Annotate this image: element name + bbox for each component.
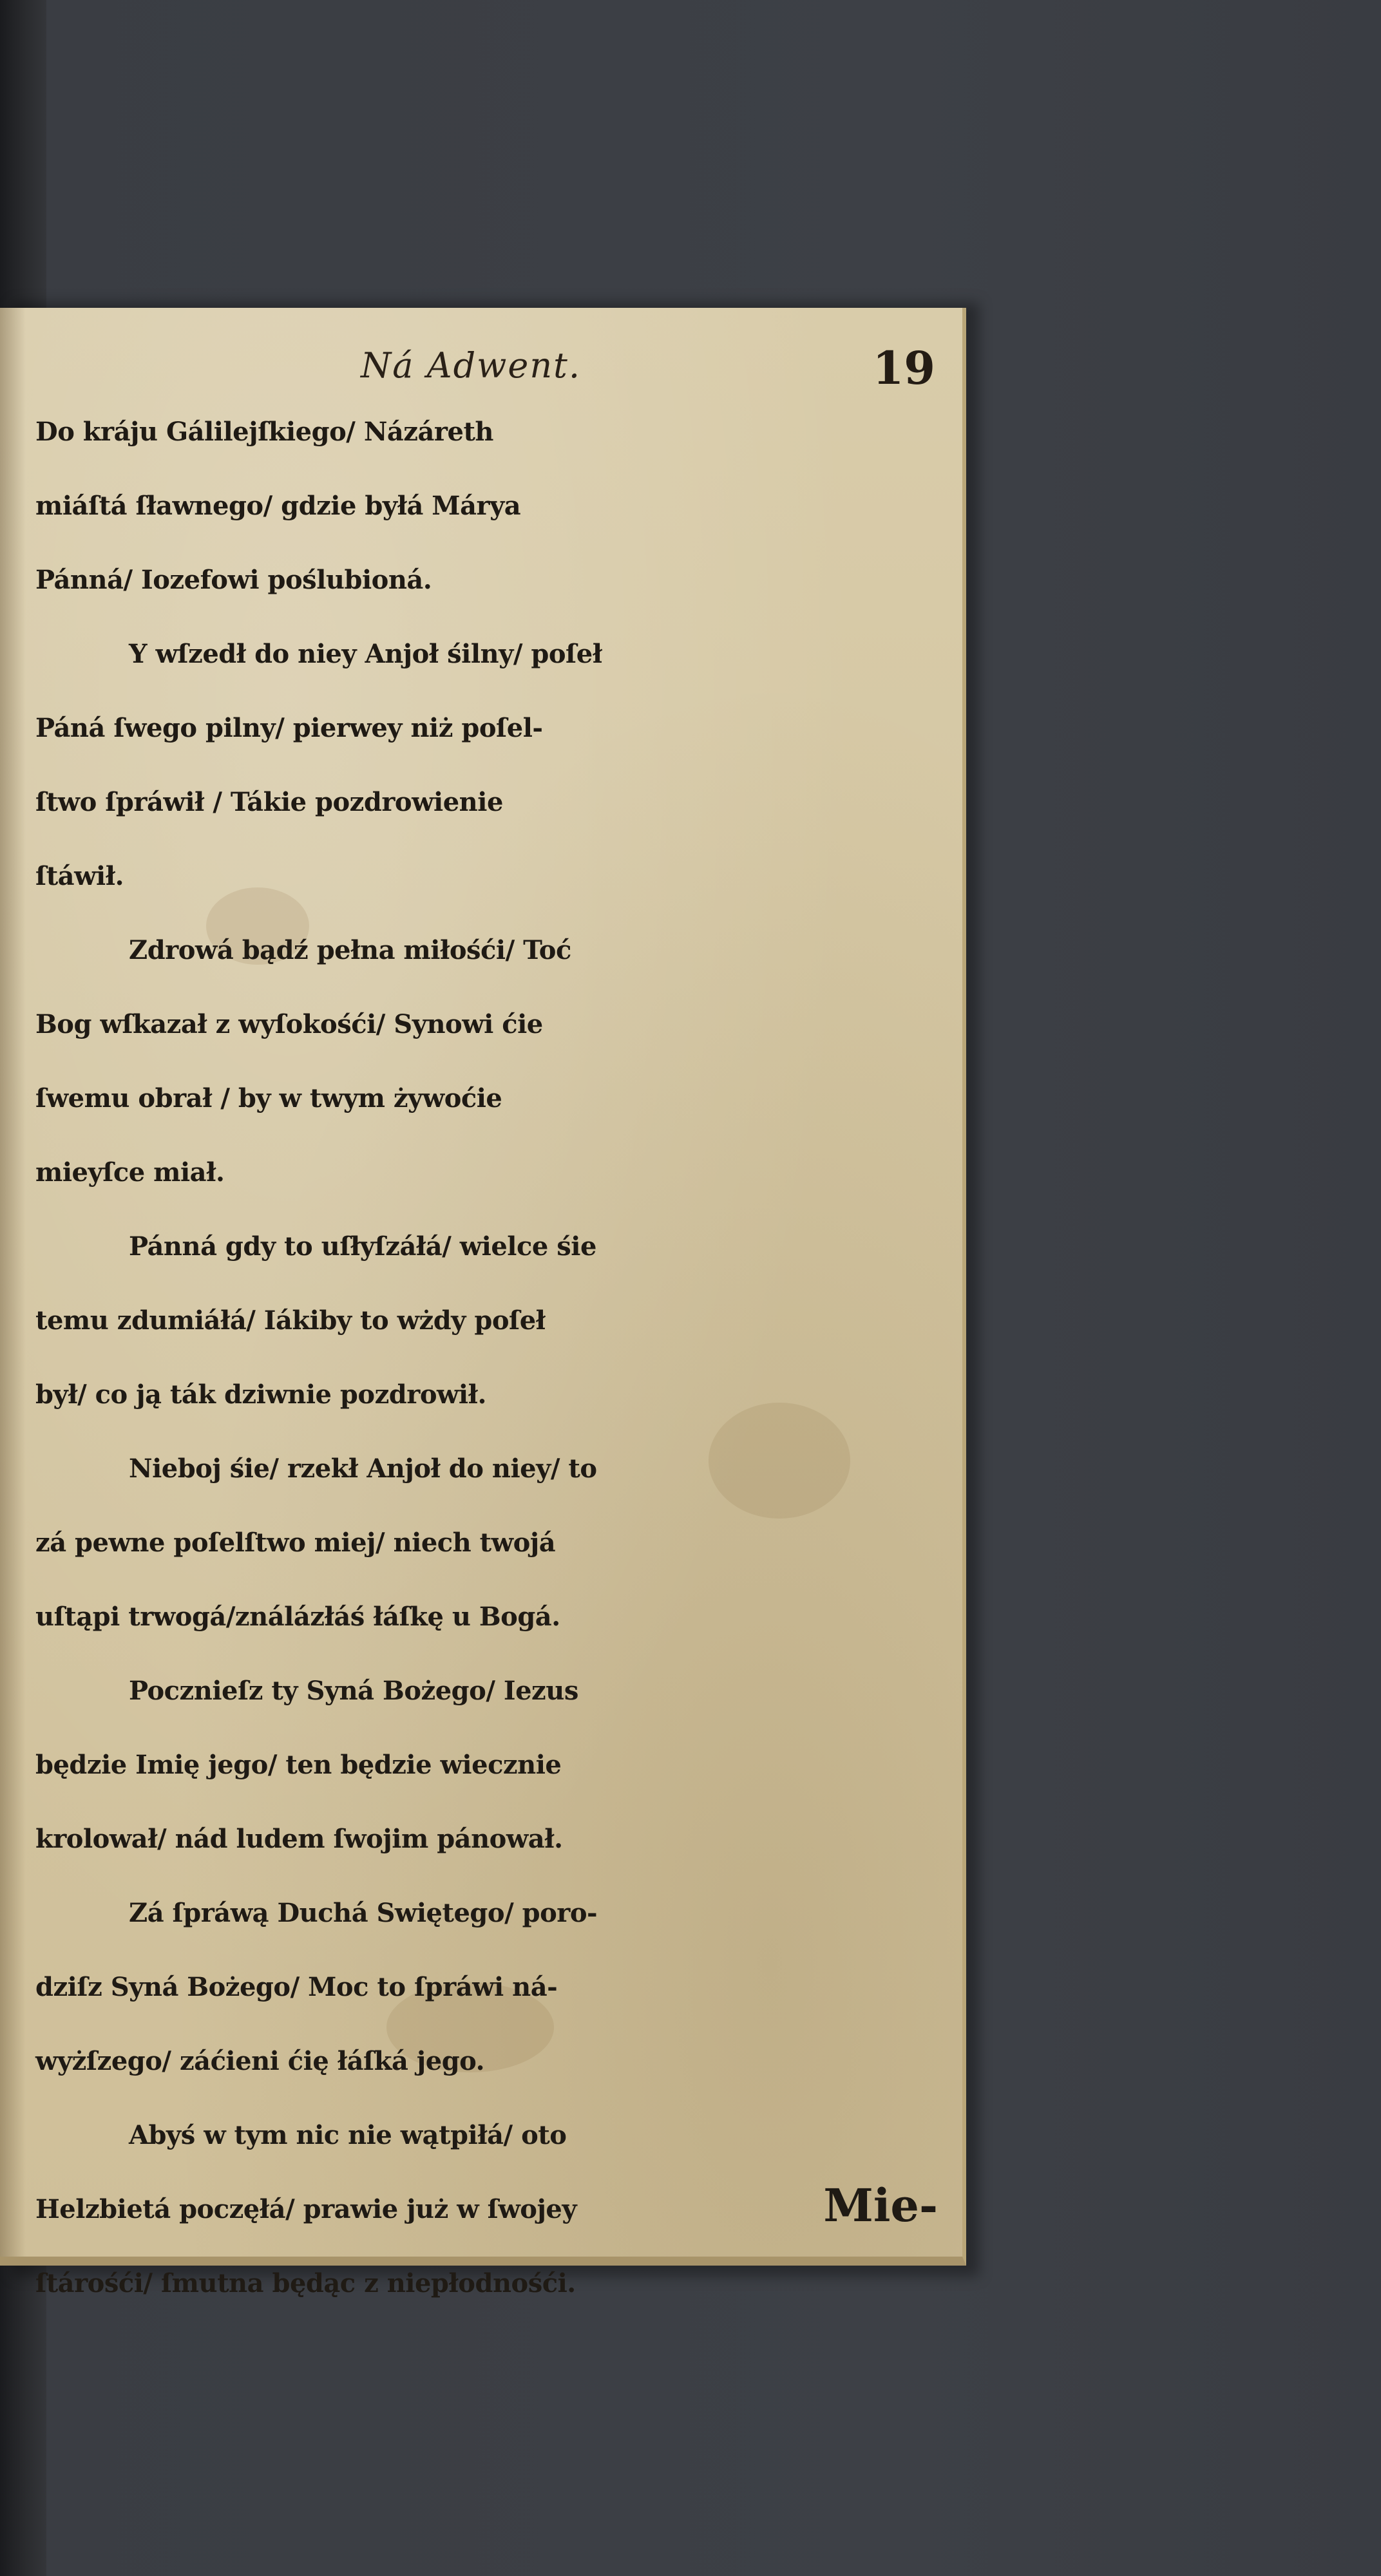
- text-line: dziſz Syná Bożego/ Moc to ſpráwi ná-: [35, 1972, 558, 2002]
- page-number: 19: [872, 341, 935, 395]
- text-line: miáſtá ſławnego/ gdzie byłá Márya: [35, 491, 521, 521]
- text-line: temu zdumiáłá/ Iákiby to wżdy poſeł: [35, 1305, 546, 1336]
- text-line: Zá ſpráwą Duchá Swiętego/ poro-: [129, 1898, 598, 1928]
- text-line: Abyś w tym nic nie wątpiłá/ oto: [129, 2120, 567, 2150]
- text-line: wyżſzego/ záćieni ćię łáſká jego.: [35, 2046, 485, 2076]
- text-line: Do kráju Gálilejſkiego/ Názáreth: [35, 417, 494, 447]
- text-line: Zdrowá bądź pełna miłośći/ Toć: [129, 935, 571, 965]
- text-line: Pánná/ Iozefowi poślubioná.: [35, 565, 432, 595]
- text-block: [35, 395, 963, 2320]
- text-line: zá pewne poſelſtwo miej/ niech twojá: [35, 1528, 556, 1558]
- text-line: Y wſzedł do niey Anjoł śilny/ poſeł: [129, 639, 602, 669]
- text-line: Helzbietá poczęłá/ prawie już w ſwojey: [35, 2194, 577, 2224]
- running-head: Ná Adwent.: [361, 345, 581, 386]
- text-line: Pocznieſz ty Syná Bożego/ Iezus: [129, 1676, 578, 1706]
- text-line: uſtąpi trwogá/ználázłáś łáſkę u Bogá.: [35, 1602, 560, 1632]
- page-header: [0, 341, 966, 397]
- text-line: Pánná gdy to uſłyſzáłá/ wielce śie: [129, 1231, 596, 1262]
- text-line: Bog wſkazał z wyſokośći/ Synowi ćie: [35, 1009, 543, 1039]
- text-line: Nieboj śie/ rzekł Anjoł do niey/ to: [129, 1454, 597, 1484]
- text-line: ſtáwił.: [35, 861, 124, 891]
- text-line: ſtwo ſpráwił / Tákie pozdrowienie: [35, 787, 503, 817]
- text-line: ſwemu obrał / by w twym żywoćie: [35, 1083, 502, 1113]
- text-line: był/ co ją ták dziwnie pozdrowił.: [35, 1379, 486, 1410]
- text-line: krolował/ nád ludem ſwojim pánował.: [35, 1824, 563, 1854]
- text-line: ſtárośći/ ſmutna będąc z niepłodnośći.: [35, 2268, 576, 2298]
- text-line: Páná ſwego pilny/ pierwey niż poſel-: [35, 713, 543, 743]
- book-page: [0, 308, 966, 2298]
- page-spine-shading: [0, 308, 26, 2257]
- catchword: Mie-: [823, 2179, 938, 2232]
- text-line: będzie Imię jego/ ten będzie wiecznie: [35, 1750, 562, 1780]
- text-line: mieyſce miał.: [35, 1157, 225, 1188]
